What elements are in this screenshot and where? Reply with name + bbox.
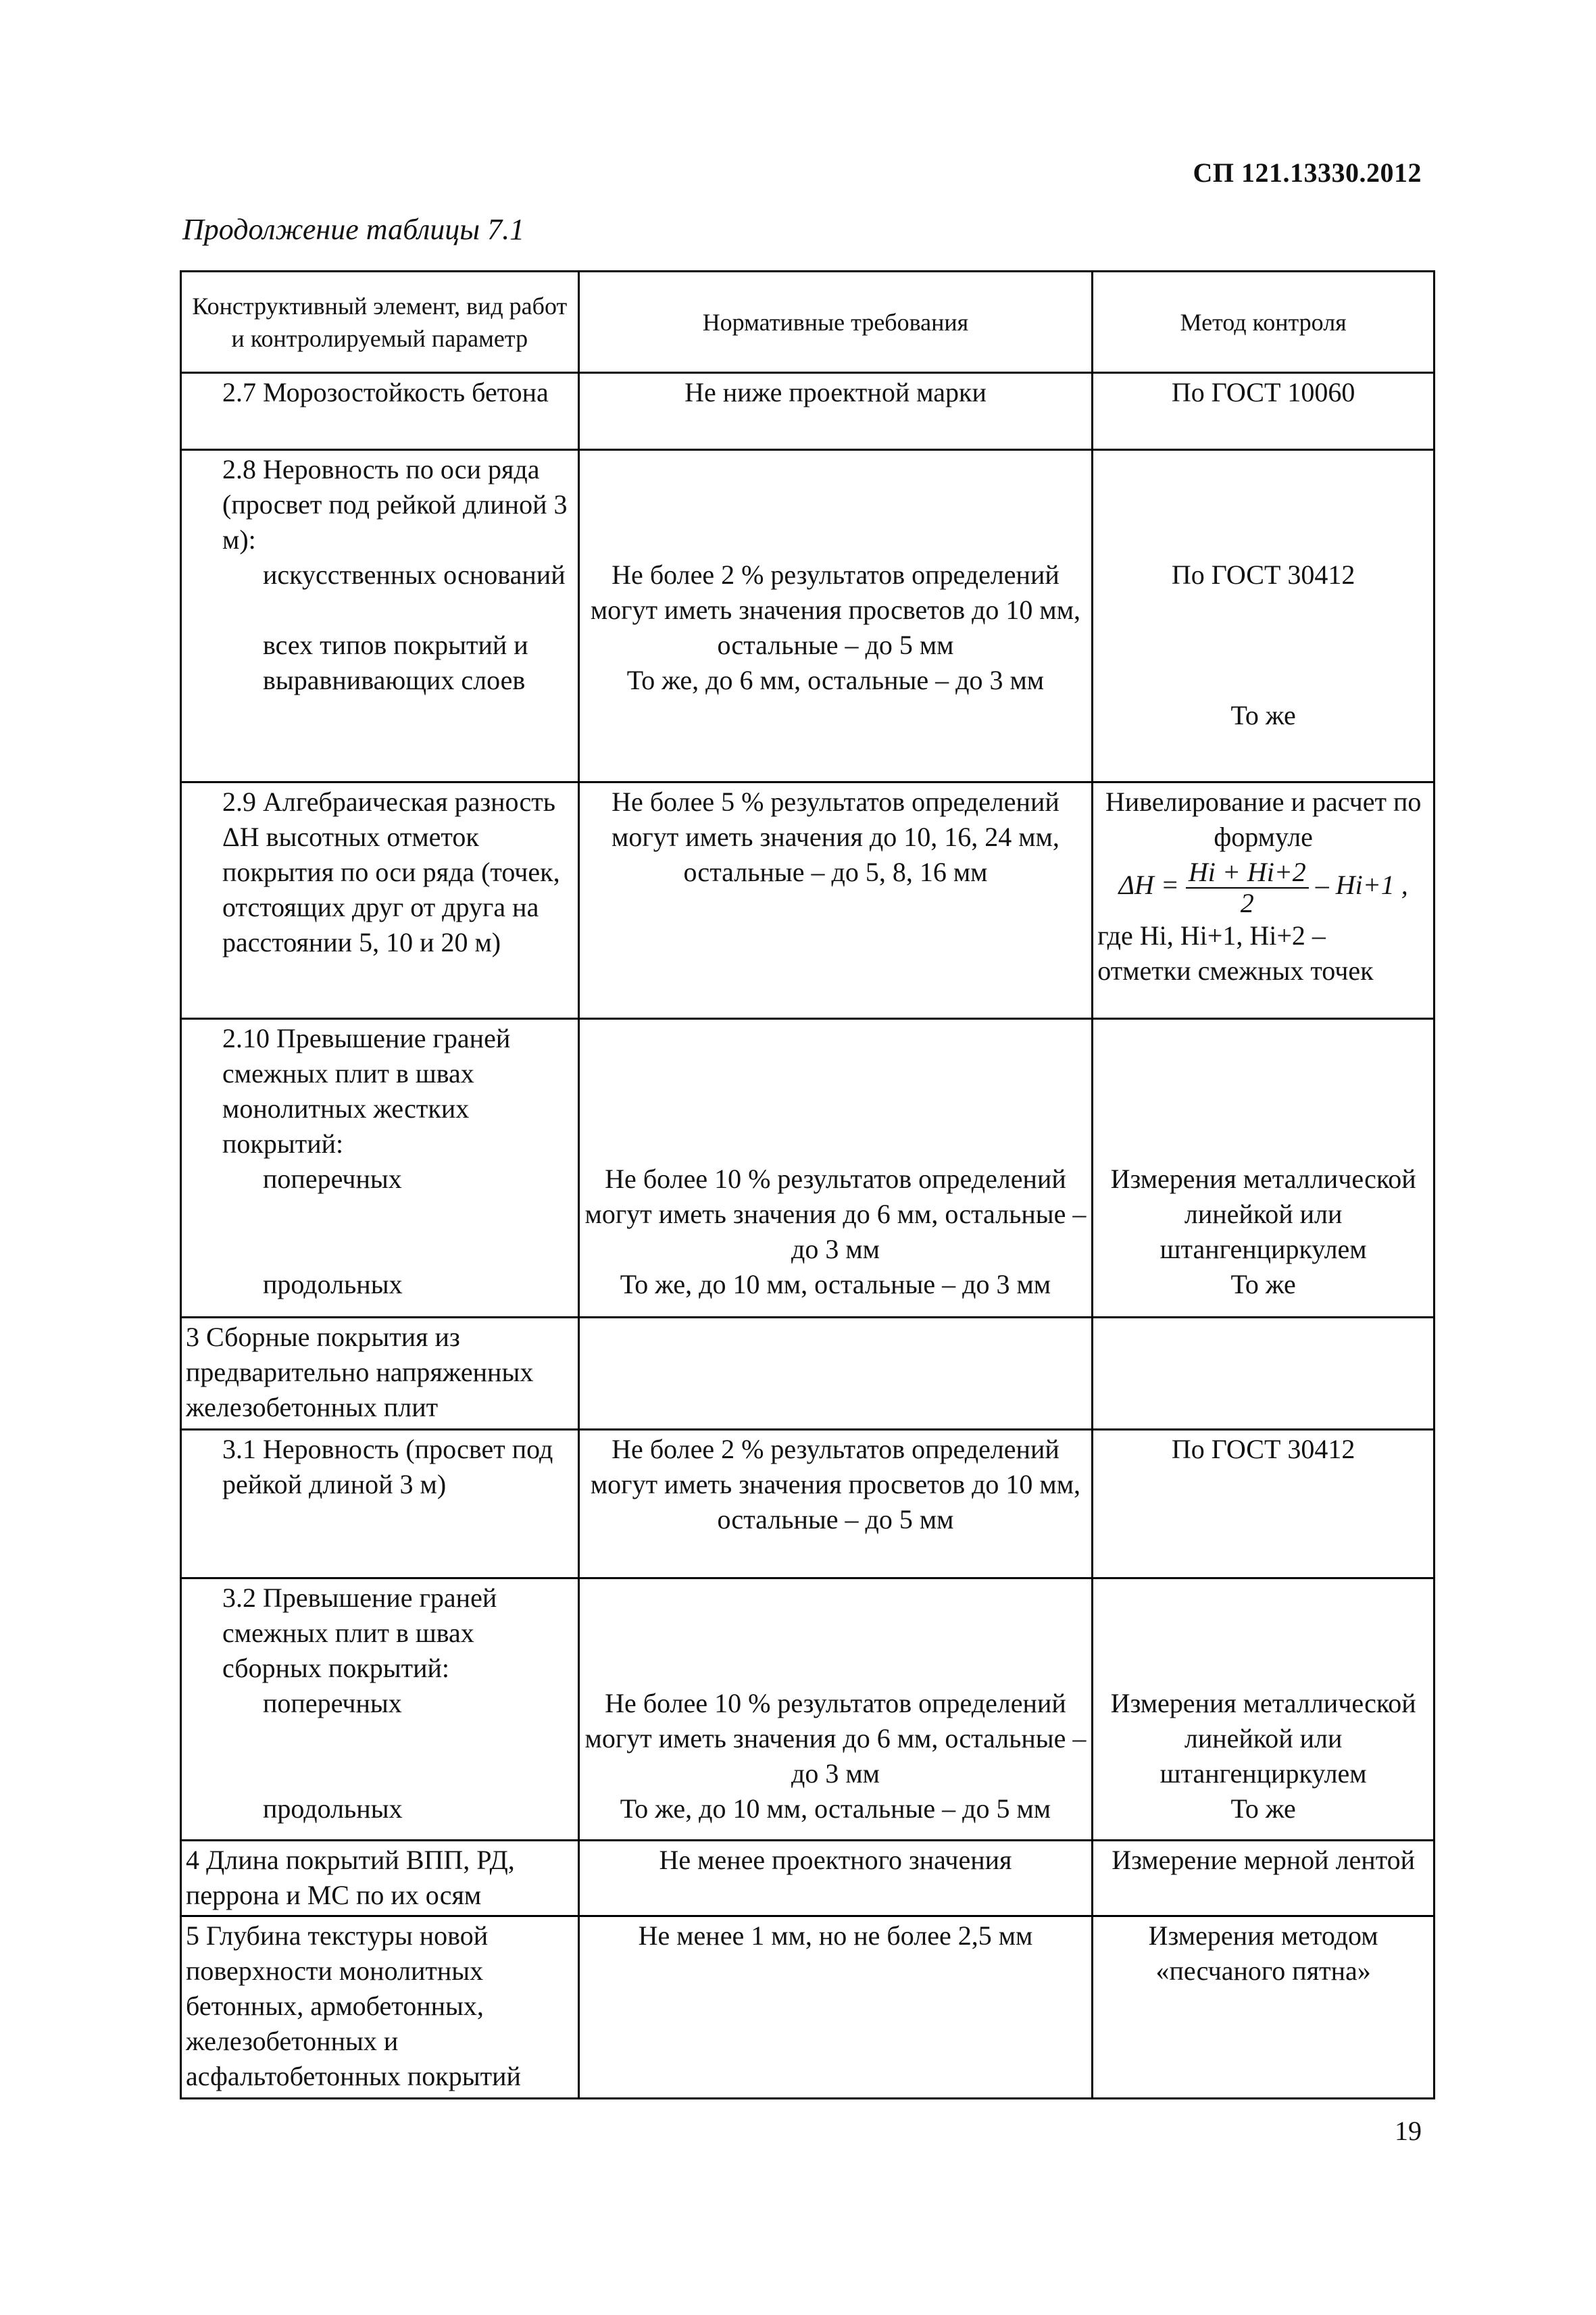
requirement-cell: Не более 5 % результатов определений могут иметь значения до 10, 16, 24 мм, остальные – до 5, 8, 16 мм xyxy=(578,782,1093,1019)
param-cell: 4 Длина покрытий ВПП, РД, перрона и МС по их осям xyxy=(181,1841,579,1916)
method-text: То же xyxy=(1230,700,1296,730)
sub-param-text: продольных xyxy=(263,1793,403,1824)
requirement-cell: Не менее 1 мм, но не более 2,5 мм xyxy=(578,1916,1093,2099)
method-cell xyxy=(1093,1578,1435,1841)
param-cell: 3.1 Неровность (просвет под рейкой длиной 3 м) xyxy=(181,1430,579,1578)
document-code: СП 121.13330.2012 xyxy=(1193,157,1422,188)
param-cell: 2.7 Морозостойкость бетона xyxy=(181,373,579,450)
table-row xyxy=(181,1019,1435,1318)
empty-cell xyxy=(1093,1318,1435,1430)
method-text: То же xyxy=(1230,1793,1296,1824)
header-method: Метод контроля xyxy=(1093,272,1435,373)
formula-description: отметки смежных точек xyxy=(1097,955,1374,986)
method-cell xyxy=(1093,450,1435,782)
method-cell xyxy=(1093,1019,1435,1318)
empty-cell xyxy=(578,1318,1093,1430)
method-text: Измерения металлической линейкой или штангенциркулем xyxy=(1110,1164,1416,1264)
sub-param-text: поперечных xyxy=(263,1164,402,1194)
table-row xyxy=(181,1318,1435,1430)
table-row xyxy=(181,450,1435,782)
header-requirements: Нормативные требования xyxy=(578,272,1093,373)
delta-h-formula xyxy=(1097,857,1429,918)
method-text: По ГОСТ 30412 xyxy=(1171,559,1355,590)
requirement-cell: Не ниже проектной марки xyxy=(578,373,1093,450)
method-text: Измерения металлической линейкой или штангенциркулем xyxy=(1110,1688,1416,1789)
formula-rhs: – Hi+1 , xyxy=(1315,870,1408,901)
table-row xyxy=(181,1916,1435,2099)
sub-param-text: поперечных xyxy=(263,1688,402,1718)
requirements-table xyxy=(180,270,1435,2099)
requirement-cell: Не более 2 % результатов определений могут иметь значения просветов до 10 мм, остальные – до 5 мм xyxy=(578,1430,1093,1578)
formula-numerator: Hi + Hi+2 xyxy=(1186,857,1309,889)
header-param: Конструктивный элемент, вид работ и контролируемый параметр xyxy=(181,272,579,373)
table-row xyxy=(181,782,1435,1019)
page-number: 19 xyxy=(1395,2116,1422,2146)
formula-fraction xyxy=(1186,857,1309,918)
method-text: То же xyxy=(1230,1269,1296,1299)
method-cell: Измерение мерной лентой xyxy=(1093,1841,1435,1916)
method-cell: По ГОСТ 10060 xyxy=(1093,373,1435,450)
sub-param-text: всех типов покрытий и выравнивающих слоев xyxy=(263,630,528,695)
param-text: 2.8 Неровность по оси ряда (просвет под рейкой длиной 3 м): xyxy=(222,454,568,555)
param-cell xyxy=(181,1578,579,1841)
param-text: 2.10 Превышение граней смежных плит в швах монолитных жестких покрытий: xyxy=(222,1023,511,1159)
sub-param-text: продольных xyxy=(263,1269,403,1299)
requirement-text: Не более 10 % результатов определений могут иметь значения до 6 мм, остальные – до 3 мм xyxy=(584,1164,1087,1264)
requirement-text: То же, до 6 мм, остальные – до 3 мм xyxy=(626,665,1045,695)
requirement-cell: Не менее проектного значения xyxy=(578,1841,1093,1916)
method-text: Нивелирование и расчет по формуле xyxy=(1105,787,1422,852)
formula-where: где Hi, Hi+1, Hi+2 – xyxy=(1097,920,1326,951)
requirement-cell xyxy=(578,450,1093,782)
section-cell: 3 Сборные покрытия из предварительно напряженных железобетонных плит xyxy=(181,1318,579,1430)
table-row xyxy=(181,1578,1435,1841)
requirement-text: Не более 10 % результатов определений могут иметь значения до 6 мм, остальные – до 3 мм xyxy=(584,1688,1087,1789)
requirement-cell xyxy=(578,1578,1093,1841)
table-caption: Продолжение таблицы 7.1 xyxy=(182,213,525,246)
method-cell xyxy=(1093,782,1435,1019)
param-cell xyxy=(181,450,579,782)
formula-lhs: ΔH = xyxy=(1118,870,1179,901)
param-text: 3.2 Превышение граней смежных плит в швах сборных покрытий: xyxy=(222,1583,497,1683)
param-cell xyxy=(181,1019,579,1318)
param-cell: 2.9 Алгебраическая разность ΔH высотных отметок покрытия по оси ряда (точек, отстоящих друг от друга на расстоянии 5, 10 и 20 м) xyxy=(181,782,579,1019)
requirement-text: То же, до 10 мм, остальные – до 3 мм xyxy=(620,1269,1051,1299)
sub-param-text: искусственных оснований xyxy=(263,559,566,590)
requirement-text: Не более 2 % результатов определений могут иметь значения просветов до 10 мм, остальные – до 5 мм xyxy=(590,559,1081,660)
table-row xyxy=(181,1841,1435,1916)
requirement-text: То же, до 10 мм, остальные – до 5 мм xyxy=(620,1793,1051,1824)
table-header-row xyxy=(181,272,1435,373)
table-row xyxy=(181,373,1435,450)
requirement-cell xyxy=(578,1019,1093,1318)
formula-denominator: 2 xyxy=(1240,888,1254,918)
method-cell: По ГОСТ 30412 xyxy=(1093,1430,1435,1578)
table-row xyxy=(181,1430,1435,1578)
method-cell: Измерения методом «песчаного пятна» xyxy=(1093,1916,1435,2099)
param-cell: 5 Глубина текстуры новой поверхности монолитных бетонных, армобетонных, железобетонных и асфальтобетонных покрытий xyxy=(181,1916,579,2099)
